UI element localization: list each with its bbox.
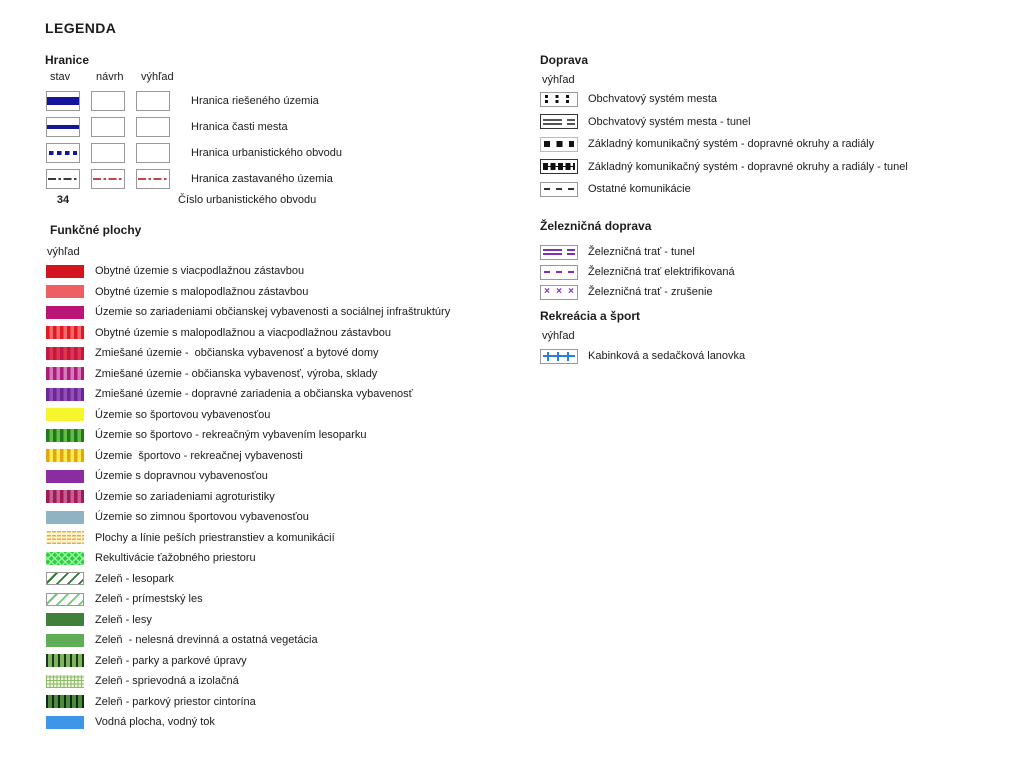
page-title: LEGENDA	[45, 20, 117, 36]
boundary-swatch-box	[136, 91, 170, 111]
area-color-swatch	[46, 388, 84, 401]
legend-label: Kabinková a sedačková lanovka	[588, 350, 746, 362]
functional-area-row	[46, 282, 450, 303]
x-mark: ×	[544, 286, 550, 297]
boundary-line-sample	[48, 178, 78, 180]
legend-label: Hranica riešeného územia	[191, 95, 319, 107]
boundary-swatch-box	[91, 117, 125, 137]
dots-2rows-icon	[540, 92, 578, 107]
functional-area-row	[46, 528, 450, 549]
boundary-swatch-box	[46, 117, 80, 137]
dot-row	[545, 95, 573, 98]
legend-label: Číslo urbanistického obvodu	[178, 194, 317, 206]
legend-label: Ostatné komunikácie	[588, 183, 691, 196]
area-color-swatch	[46, 675, 84, 688]
legend-label: Vodná plocha, vodný tok	[95, 716, 215, 729]
area-color-swatch	[46, 593, 84, 606]
functional-area-row	[46, 569, 450, 590]
area-color-swatch	[46, 326, 84, 339]
transport-row	[540, 282, 735, 302]
legend-label: Plochy a línie peších priestranstiev a komunikácií	[95, 531, 335, 544]
dbl-gap-icon	[540, 245, 578, 260]
legend-label: Zeleň - parky a parkové úpravy	[95, 654, 247, 667]
funkcne-plochy-subtitle: výhľad	[47, 246, 80, 258]
boundary-swatch-box	[136, 143, 170, 163]
functional-area-row	[46, 405, 450, 426]
legend-label: Územie so zimnou športovou vybavenosťou	[95, 511, 309, 524]
dashes-icon	[540, 182, 578, 197]
hranice-column-headers	[50, 71, 174, 83]
legend-label: Obchvatový systém mesta - tunel	[588, 115, 751, 128]
functional-area-row	[46, 323, 450, 344]
squares-tunnel-icon	[540, 159, 578, 174]
legend-label: Obytné územie s viacpodlažnou zástavbou	[95, 265, 305, 278]
double-line	[543, 123, 575, 125]
functional-area-row	[46, 302, 450, 323]
legend-label: Zeleň - lesy	[95, 613, 152, 626]
boundary-line-sample	[47, 125, 79, 129]
legend-label: Obytné územie s malopodlažnou a viacpodlažnou zástavbou	[95, 326, 391, 339]
functional-area-row	[46, 671, 450, 692]
legend-label: Obchvatový systém mesta	[588, 93, 717, 106]
hranice-row	[46, 140, 342, 166]
legend-label: Územie so zariadeniami občianskej vybavenosti a sociálnej infraštruktúry	[95, 306, 451, 319]
legend-label: Zeleň - lesopark	[95, 572, 174, 585]
section-title-doprava: Doprava	[540, 53, 589, 67]
area-color-swatch	[46, 408, 84, 421]
legend-label: Rekultivácie ťažobného priestoru	[95, 552, 256, 565]
dbl-gap-icon	[540, 114, 578, 129]
cableway-tick	[547, 352, 549, 361]
functional-area-row	[46, 548, 450, 569]
boundary-swatch-box	[91, 143, 125, 163]
legend-label: Hranica časti mesta	[191, 121, 288, 133]
legend-label: Železničná trať - tunel	[588, 246, 695, 258]
column-header-vyhlad: výhľad	[141, 71, 174, 83]
functional-area-row	[46, 692, 450, 713]
area-color-swatch	[46, 695, 84, 708]
area-color-swatch	[46, 552, 84, 565]
boundary-swatch-box	[136, 169, 170, 189]
area-color-swatch	[46, 613, 84, 626]
column-header-stav: stav	[50, 71, 71, 83]
doprava-subtitle: výhľad	[542, 74, 575, 86]
functional-area-row	[46, 630, 450, 651]
boundary-swatch-box	[91, 169, 125, 189]
transport-row	[540, 133, 908, 156]
double-line	[543, 249, 575, 251]
area-color-swatch	[46, 449, 84, 462]
cableway-symbol	[541, 350, 577, 363]
square-row	[544, 141, 574, 147]
boundary-line-sample	[49, 151, 77, 155]
area-color-swatch	[46, 716, 84, 729]
legend-label: Územie so športovo - rekreačným vybavením lesoparku	[95, 429, 367, 442]
dash-row	[544, 188, 574, 190]
square-tunnel-row	[543, 163, 575, 170]
hranice-row	[46, 114, 342, 140]
transport-row	[540, 156, 908, 179]
area-color-swatch	[46, 634, 84, 647]
functional-area-row	[46, 343, 450, 364]
area-color-swatch	[46, 470, 84, 483]
section-title-funkcne-plochy: Funkčné plochy	[50, 223, 142, 237]
area-color-swatch	[46, 511, 84, 524]
column-header-navrh: návrh	[96, 71, 124, 83]
rekreacia-rows	[540, 346, 745, 366]
legend-label: Zmiešané územie - dopravné zariadenia a občianska vybavenosť	[95, 388, 413, 401]
area-color-swatch	[46, 347, 84, 360]
legend-label: Územie s dopravnou vybavenosťou	[95, 470, 268, 483]
area-color-swatch	[46, 367, 84, 380]
legend-label: Hranica urbanistického obvodu	[191, 147, 343, 159]
functional-area-row	[46, 261, 450, 282]
transport-row	[540, 242, 735, 262]
hranice-rows	[46, 88, 342, 192]
legend-label: Územie so zariadeniami agroturistiky	[95, 490, 275, 503]
dashes-icon	[540, 265, 578, 280]
cableway-tick	[567, 352, 569, 361]
transport-row	[540, 178, 908, 201]
legend-label: Zmiešané územie - občianska vybavenosť a bytové domy	[95, 347, 379, 360]
area-color-swatch	[46, 306, 84, 319]
hranice-row	[46, 88, 342, 114]
section-title-hranice: Hranice	[45, 53, 90, 67]
boundary-line-sample	[138, 178, 168, 180]
legend-label: Základný komunikačný systém - dopravné okruhy a radiály	[588, 138, 875, 151]
area-color-swatch	[46, 429, 84, 442]
x-marks-icon	[540, 285, 578, 300]
functional-area-row	[46, 487, 450, 508]
boundary-swatch-box	[46, 143, 80, 163]
lanovka-icon	[540, 349, 578, 364]
district-number: 34	[56, 194, 70, 206]
x-mark: ×	[568, 286, 574, 297]
legend-label: Územie športovo - rekreačnej vybavenosti	[95, 449, 303, 462]
functional-area-row	[46, 589, 450, 610]
legend-label: Železničná trať elektrifikovaná	[588, 266, 735, 278]
zeleznicna-rows	[540, 242, 735, 302]
area-color-swatch	[46, 490, 84, 503]
legend-label: Zeleň - prímestský les	[95, 593, 203, 606]
squares3-icon	[540, 137, 578, 152]
legend-label: Železničná trať - zrušenie	[588, 286, 713, 298]
boundary-swatch-box	[46, 169, 80, 189]
functional-area-row	[46, 364, 450, 385]
boundary-swatch-box	[136, 117, 170, 137]
cableway-tick	[557, 352, 559, 361]
functional-area-row	[46, 651, 450, 672]
boundary-line-sample	[47, 97, 79, 105]
section-title-zeleznicna: Železničná doprava	[540, 219, 652, 233]
area-color-swatch	[46, 531, 84, 544]
transport-row	[540, 88, 908, 111]
dash-row	[544, 271, 574, 273]
functional-area-row	[46, 425, 450, 446]
legend-label: Zeleň - parkový priestor cintorína	[95, 695, 256, 708]
legend-label: Územie so športovou vybavenosťou	[95, 408, 271, 421]
dot-row	[545, 100, 573, 103]
functional-area-row	[46, 712, 450, 733]
functional-area-row	[46, 446, 450, 467]
transport-row	[540, 262, 735, 282]
rekreacia-subtitle: výhľad	[542, 330, 575, 342]
hranice-number-row	[46, 188, 316, 212]
x-marks-row	[541, 286, 577, 299]
functional-area-row	[46, 384, 450, 405]
area-color-swatch	[46, 265, 84, 278]
doprava-rows	[540, 88, 908, 201]
area-color-swatch	[46, 654, 84, 667]
legend-label: Hranica zastavaného územia	[191, 173, 333, 185]
functional-area-row	[46, 466, 450, 487]
double-line	[543, 253, 575, 255]
transport-row	[540, 111, 908, 134]
boundary-line-sample	[93, 178, 123, 180]
area-color-swatch	[46, 285, 84, 298]
legend-label: Základný komunikačný systém - dopravné okruhy a radiály - tunel	[588, 160, 908, 173]
boundary-swatch-box	[91, 91, 125, 111]
functional-area-row	[46, 610, 450, 631]
legend-label: Zmiešané územie - občianska vybavenosť, výroba, sklady	[95, 367, 378, 380]
legend-label: Obytné územie s malopodlažnou zástavbou	[95, 285, 309, 298]
area-color-swatch	[46, 572, 84, 585]
legend-label: Zeleň - sprievodná a izolačná	[95, 675, 239, 688]
boundary-swatch-box	[46, 91, 80, 111]
functional-area-row	[46, 507, 450, 528]
funkcne-plochy-rows	[46, 261, 450, 733]
transport-row	[540, 346, 745, 366]
legend-label: Zeleň - nelesná drevinná a ostatná vegetácia	[95, 634, 318, 647]
double-line	[543, 119, 575, 121]
x-mark: ×	[556, 286, 562, 297]
section-title-rekreacia: Rekreácia a šport	[540, 309, 641, 323]
